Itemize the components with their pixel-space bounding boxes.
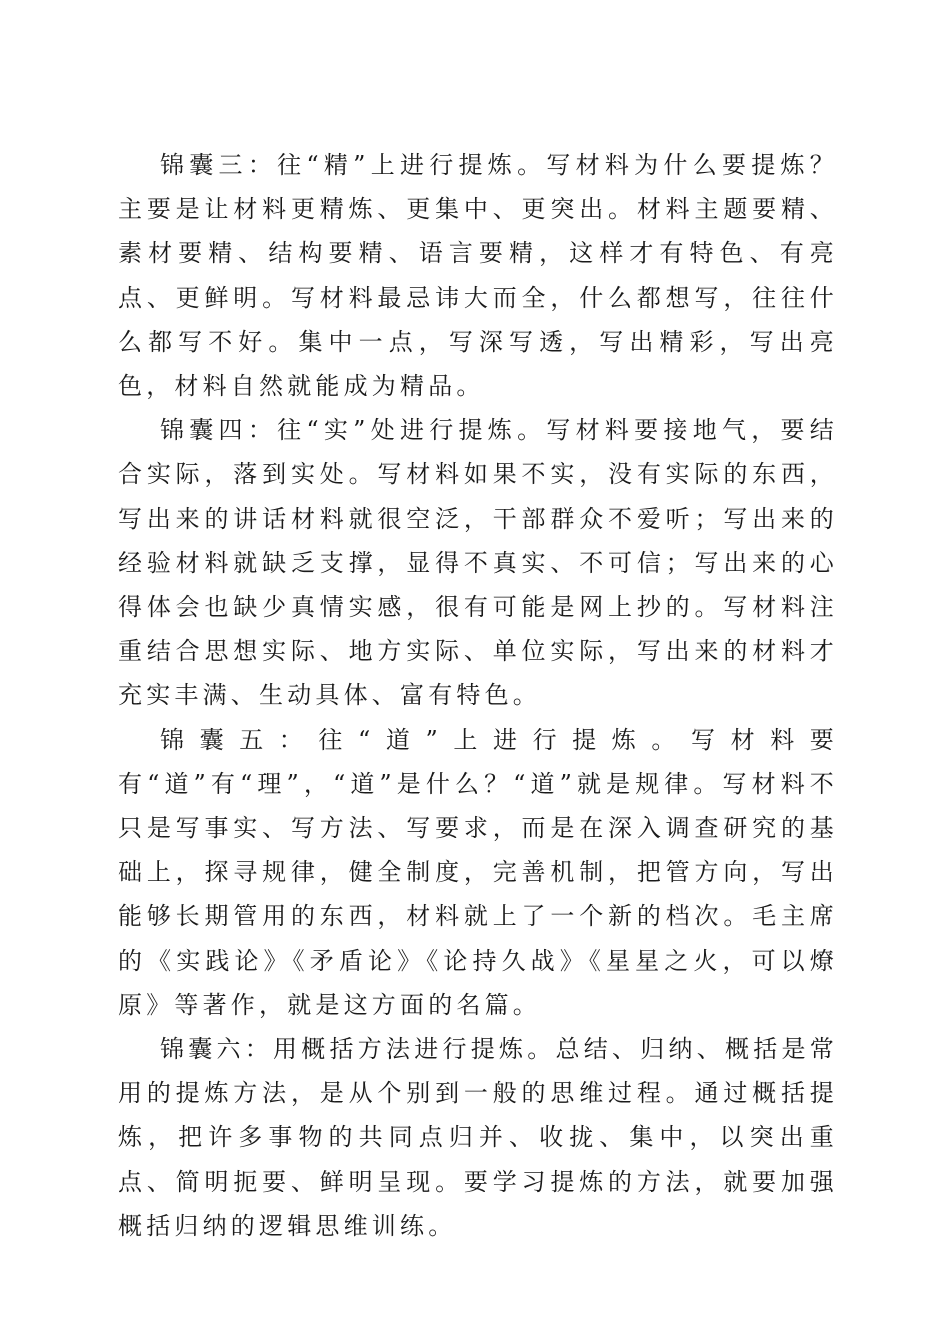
paragraph-tip-six: 锦囊六：用概括方法进行提炼。总结、归纳、概括是常用的提炼方法，是从个别到一般的思维过程。通过概括提炼，把许多事物的共同点归并、收拢、集中，以突出重点、简明扼要、鲜明呈现。要学习提炼的方法，就要加强概括归纳的逻辑思维训练。	[118, 1035, 838, 1240]
document-body	[118, 143, 838, 1248]
paragraph-tip-four: 锦囊四：往“实”处进行提炼。写材料要接地气，要结合实际，落到实处。写材料如果不实，没有实际的东西，写出来的讲话材料就很空泛，干部群众不爱听；写出来的经验材料就缺乏支撑，显得不真实、不可信；写出来的心得体会也缺少真情实感，很有可能是网上抄的。写材料注重结合思想实际、地方实际、单位实际，写出来的材料才充实丰满、生动具体、富有特色。	[118, 416, 838, 710]
paragraph-tip-five: 锦囊五：往“道”上进行提炼。写材料要有“道”有“理”，“道”是什么？“道”就是规律。写材料不只是写事实、写方法、写要求，而是在深入调查研究的基础上，探寻规律，健全制度，完善机制，把管方向，写出能够长期管用的东西，材料就上了一个新的档次。毛主席的《实践论》《矛盾论》《论持久战》《星星之火，可以燎原》等著作，就是这方面的名篇。	[118, 725, 838, 1019]
paragraph-tip-three: 锦囊三：往“精”上进行提炼。写材料为什么要提炼？主要是让材料更精炼、更集中、更突出。材料主题要精、素材要精、结构要精、语言要精，这样才有特色、有亮点、更鲜明。写材料最忌讳大而全，什么都想写，往往什么都写不好。集中一点，写深写透，写出精彩，写出亮色，材料自然就能成为精品。	[118, 151, 838, 401]
